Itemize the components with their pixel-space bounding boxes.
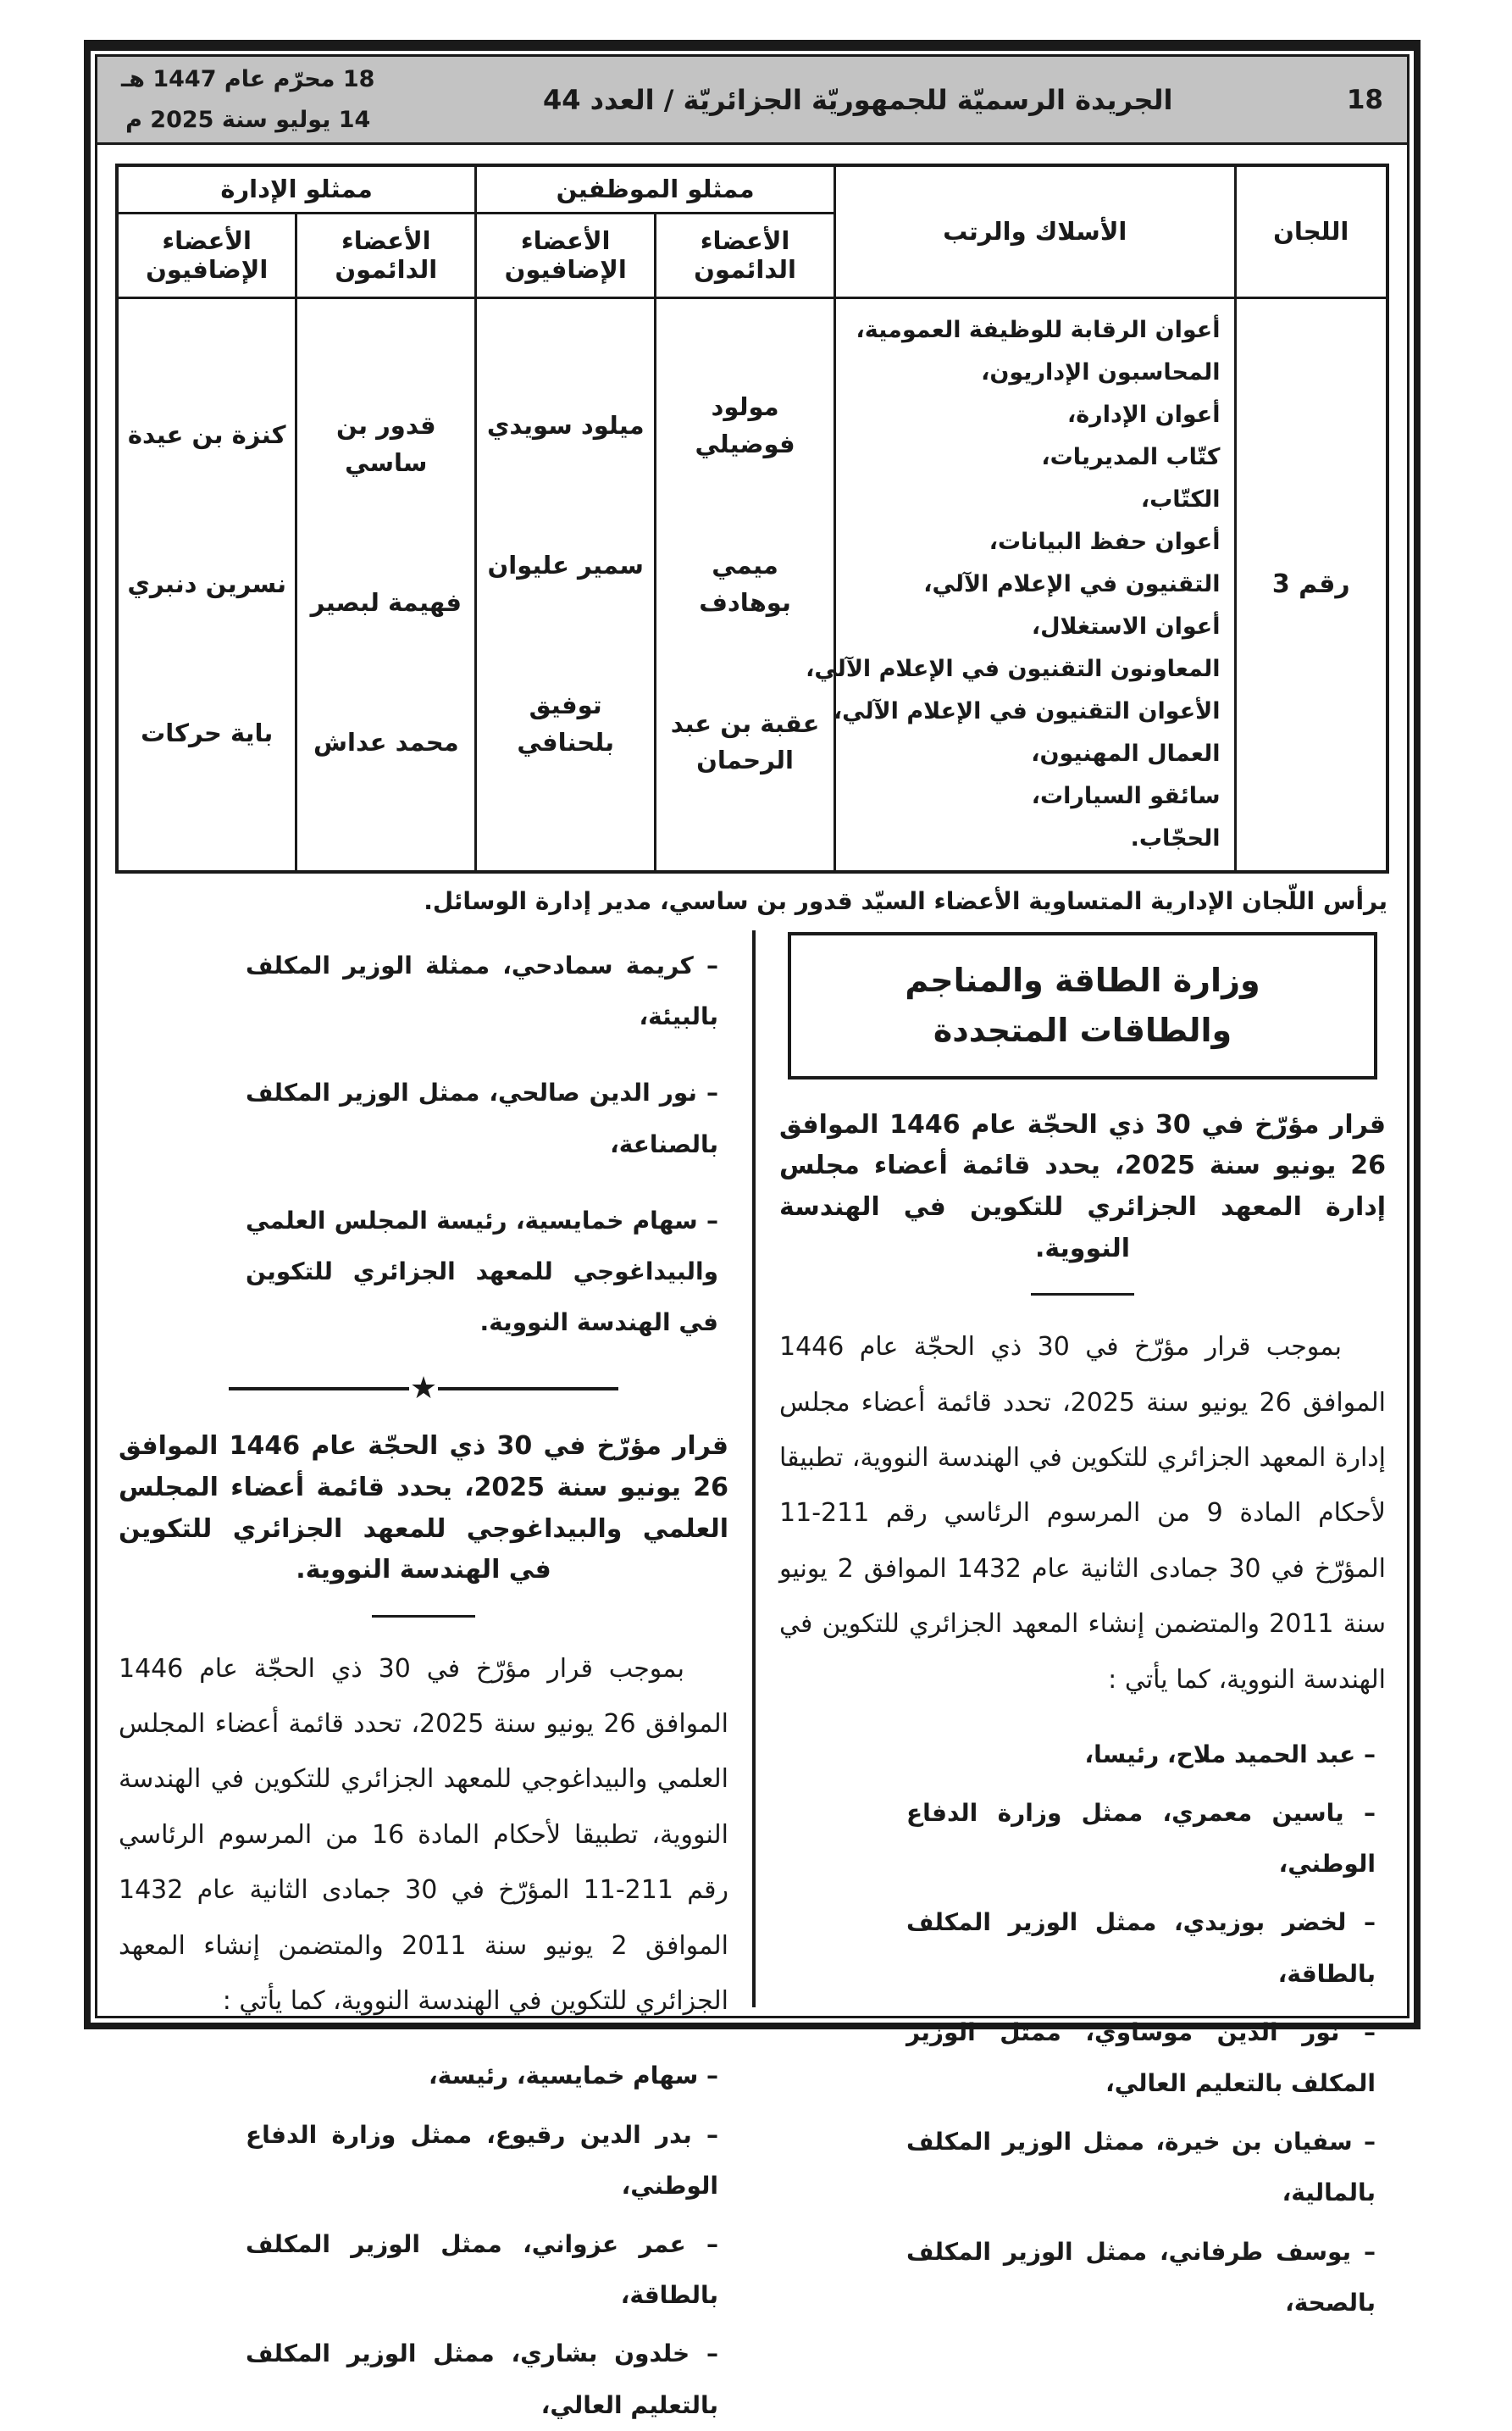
council-members-list [119,2051,728,2430]
corps-rank-item: المعاونون التقنيون في الإعلام الآلي، [806,655,1221,682]
table-header-admin-additional: الأعضاء الإضافيون [117,213,296,297]
member-name: باية حركات [141,718,274,747]
corps-rank-item: التقنيون في الإعلام الآلي، [923,570,1221,597]
corps-rank-item: الأعوان التقنيون في الإعلام الآلي، [833,697,1221,724]
admin-additional-names [119,300,294,869]
column-left [115,930,752,2419]
corps-rank-item: الحجّاب. [1130,824,1221,852]
decree-body-scientific-council: بموجب قرار مؤرّخ في 30 ذي الحجّة عام 1446 الموافق 26 يونيو سنة 2025، تحدد قائمة أعضاء المجلس العلمي والبيداغوجي للمعهد الجزائري للتكوين في الهندسة النووية، تطبيقا لأحكام المادة 16 من المرسوم الرئاسي رقم 211-11 المؤرّخ في 30 جمادى الثانية عام 1432 الموافق 2 يونيو سنة 2011 والمتضمن إنشاء المعهد الجزائري للتكوين في الهندسة النووية، كما يأتي : [119,1653,728,2017]
column-right [752,930,1389,2317]
decree-body-board: بموجب قرار مؤرّخ في 30 ذي الحجّة عام 1446 الموافق 26 يونيو سنة 2025، تحدد قائمة أعضاء مجلس إدارة المعهد الجزائري للتكوين في الهندسة النووية، تطبيقا لأحكام المادة 9 من المرسوم الرئاسي رقم 211-11 المؤرّخ في 30 جمادى الثانية عام 1432 الموافق 2 يونيو سنة 2011 والمتضمن إنشاء المعهد الجزائري للتكوين في الهندسة النووية، كما يأتي : [779,1332,1387,1695]
member-name: توفيق بلحنافي [517,691,615,757]
member-name: محمد عداش [313,727,459,757]
admin-permanent-names [298,300,474,869]
list-item: – سفيان بن خيرة، ممثل الوزير المكلف بالمالية، [906,2128,1376,2207]
table-header-staff-permanent: الأعضاء الدائمون [656,213,835,297]
admin-additional-cell [117,297,296,872]
list-item: – كريمة سمادحي، ممثلة الوزير المكلف بالبيئة، [246,952,718,1031]
table-header-staff-representatives: ممثلو الموظفين [476,165,835,213]
table-header-admin-representatives: ممثلو الإدارة [117,165,476,213]
list-item: – يوسف طرفاني، ممثل الوزير المكلف بالصحة، [906,2237,1376,2317]
divider-line [438,1387,618,1390]
page-inner-frame [95,54,1410,2419]
table-header-corps-ranks: الأسلاك والرتب [835,165,1236,297]
staff-permanent-names [657,300,833,869]
list-item: – نور الدين موساوي، ممثل الوزير المكلف بالتعليم العالي، [906,2018,1376,2098]
table-header-committees: اللجان [1235,165,1387,297]
corps-rank-item: أعوان حفظ البيانات، [989,528,1221,555]
committee-number-cell: رقم 3 [1235,297,1387,872]
list-item: – لخضر بوزيدي، ممثل الوزير المكلف بالطاقة، [906,1908,1376,1988]
star-divider [229,1371,619,1407]
member-name: ميلود سويدي [486,411,645,440]
section-divider [1031,1293,1134,1296]
date-gregorian: 14 يوليو سنة 2025 م [125,106,371,133]
ministry-title-line2: والطاقات المتجددة [933,1011,1232,1049]
corps-rank-item: المحاسبون الإداريون، [981,358,1221,386]
list-item: – عمر عزواني، ممثل الوزير المكلف بالطاقة، [246,2229,718,2310]
corps-rank-item: أعوان الرقابة للوظيفة العمومية، [856,316,1221,343]
star-icon: ★ [409,1371,438,1407]
corps-ranks-cell [806,297,1236,872]
list-item: – ياسين معمري، ممثل وزارة الدفاع الوطني، [906,1799,1376,1879]
journal-title: الجريدة الرسميّة للجمهوريّة الجزائريّة / العدد 44 [542,83,1173,116]
ministry-title-line1: وزارة الطاقة والمناجم [905,962,1260,999]
corps-rank-item: العمال المهنيون، [1031,740,1221,767]
corps-rank-item: سائقو السيارات، [1031,782,1221,809]
staff-permanent-cell [656,297,835,872]
date-hijri: 18 محرّم عام 1447 هـ [121,66,375,93]
committees-table [115,164,1389,874]
list-item: – عبد الحميد ملاح، رئيسا، [1084,1740,1376,1768]
board-members-continuation-list [119,941,728,1348]
two-column-section [115,930,1389,2419]
member-name: فهيمة لبصير [310,587,462,617]
table-footnote: يرأس اللّجان الإدارية المتساوية الأعضاء السيّد قدور بن ساسي، مدير إدارة الوسائل. [424,887,1387,915]
member-name: عقبة بن عبد الرحمان [670,708,820,775]
staff-additional-names [478,300,653,869]
member-name: سمير عليوان [487,551,644,580]
corps-ranks-list [806,309,1221,860]
admin-permanent-cell [296,297,476,872]
member-name: كنزة بن عيدة [127,419,286,449]
member-name: قدور بن ساسي [336,411,436,477]
member-name: ميمي بوهادف [699,551,791,617]
list-item: – سهام خمايسية، رئيسة المجلس العلمي والبيداغوجي للمعهد الجزائري للتكوين في الهندسة النووية. [246,1206,718,1337]
page-header [97,57,1407,145]
board-members-list [779,1729,1386,2328]
table-header-staff-additional: الأعضاء الإضافيون [476,213,656,297]
table-header-admin-permanent: الأعضاء الدائمون [296,213,476,297]
member-name: مولود فوضيلي [695,392,795,458]
staff-additional-cell [476,297,656,872]
decree-title-scientific-council: قرار مؤرّخ في 30 ذي الحجّة عام 1446 الموافق 26 يونيو سنة 2025، يحدد قائمة أعضاء المجلس العلمي والبيداغوجي للمعهد الجزائري للتكوين في الهندسة النووية. [119,1431,728,1585]
ministry-title-box [788,932,1377,1080]
header-dates [121,59,374,140]
decree-title-board: قرار مؤرّخ في 30 ذي الحجّة عام 1446 الموافق 26 يونيو سنة 2025، يحدد قائمة أعضاء مجلس إدارة المعهد الجزائري للتكوين في الهندسة النووية. [779,1109,1386,1263]
list-item: – خلدون بشاري، ممثل الوزير المكلف بالتعليم العالي، [246,2339,718,2419]
corps-rank-item: أعوان الإدارة، [1066,401,1221,428]
corps-rank-item: كتّاب المديريات، [1041,443,1221,470]
corps-rank-item: أعوان الاستغلال، [1031,613,1221,640]
list-item: – سهام خمايسية، رئيسة، [429,2062,718,2090]
list-item: – بدر الدين رقيوع، ممثل وزارة الدفاع الوطني، [246,2120,718,2200]
corps-rank-item: الكتّاب، [1140,486,1221,513]
page-frame [84,40,1421,2419]
divider-line [229,1387,409,1390]
list-item: – نور الدين صالحي، ممثل الوزير المكلف بالصناعة، [246,1079,718,1158]
page-number: 18 [1346,84,1383,115]
member-name: نسرين دنبري [127,569,287,598]
section-divider [372,1615,475,1618]
page-content [97,145,1407,2419]
table-row [117,297,1387,872]
